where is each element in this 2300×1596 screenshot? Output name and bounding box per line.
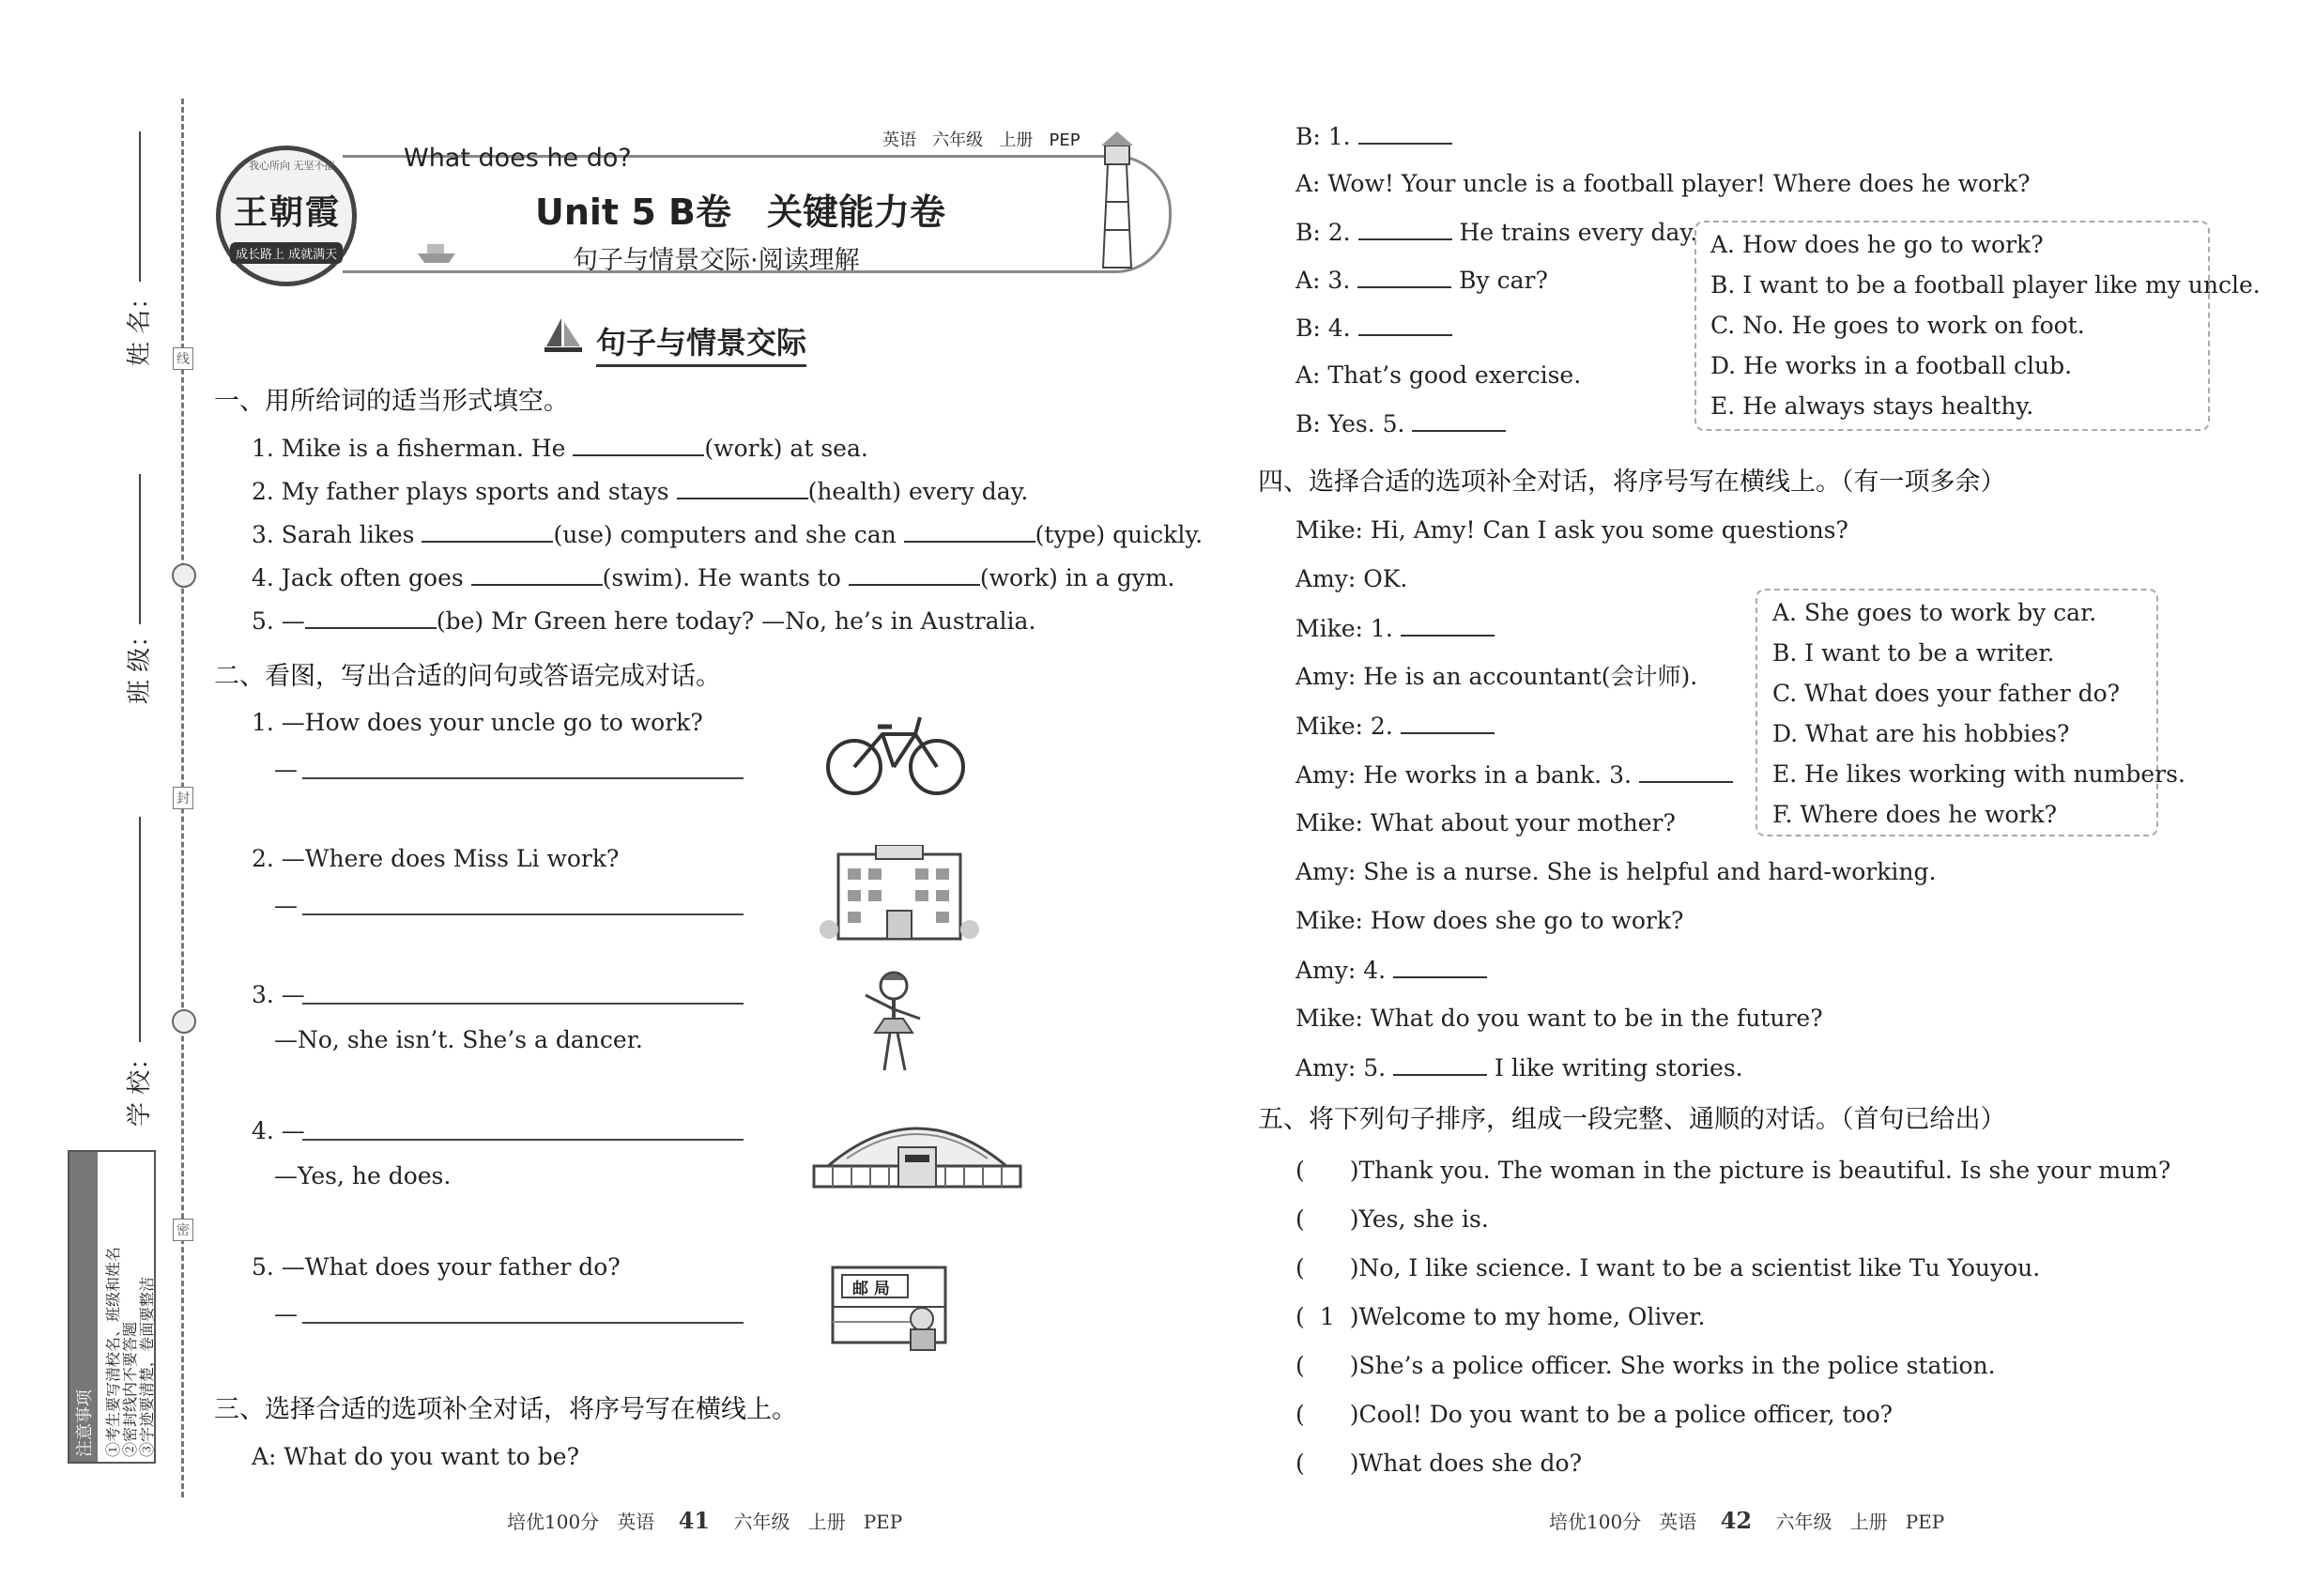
answer-blank[interactable] <box>677 477 808 499</box>
line-text: By car? <box>1451 267 1548 294</box>
sailboat-icon <box>543 316 584 354</box>
part1-item <box>252 563 1175 592</box>
meta <box>882 127 1081 151</box>
part2-answer: — <box>274 756 298 783</box>
answer-line[interactable] <box>302 913 744 915</box>
part2-answer: — <box>274 892 298 919</box>
footer-right <box>1549 1507 1944 1534</box>
footer-edition: PEP <box>863 1511 903 1533</box>
dancer-icon <box>856 967 931 1075</box>
line-text: Amy: He works in a bank. 3. <box>1296 761 1639 789</box>
meta-term: 上册 <box>999 130 1034 150</box>
note-item: ②密封线内不要答题 <box>121 1321 139 1457</box>
footer-edition: PEP <box>1905 1511 1945 1533</box>
line-text: B: 1. <box>1296 123 1358 150</box>
option: D. What are his hobbies? <box>1772 720 2070 747</box>
line-text: Mike: 2. <box>1296 713 1401 740</box>
part5-item: ( )No, I like science. I want to be a scientist like Tu Youyou. <box>1296 1254 2041 1281</box>
part4-line: Mike: What do you want to be in the future? <box>1296 1005 1823 1032</box>
part1-item <box>252 606 1035 636</box>
item-text: (health) every day. <box>807 478 1029 505</box>
office-building-icon <box>820 845 979 944</box>
answer-blank[interactable] <box>1393 956 1487 978</box>
stadium-icon <box>809 1100 1025 1199</box>
topic: 句子与情景交际·阅读理解 <box>573 246 860 275</box>
school-line <box>139 817 141 1042</box>
note-item: ①考生要写清校名、班级和姓名 <box>104 1246 122 1457</box>
part2-answer: — <box>274 1300 298 1327</box>
logo <box>216 146 357 286</box>
item-text: (work) in a gym. <box>979 564 1175 591</box>
lighthouse-icon <box>1075 127 1159 277</box>
cut-mark: 封 <box>173 787 193 809</box>
answer-blank[interactable] <box>1357 266 1451 288</box>
logo-motto: 我心所向 无坚不摧 <box>249 160 335 172</box>
item-text: 1. Mike is a fisherman. He <box>252 435 574 462</box>
part2-answer: —Yes, he does. <box>274 1162 452 1189</box>
part3-title: 三、选择合适的选项补全对话，将序号写在横线上。 <box>214 1395 797 1424</box>
part1-item <box>252 520 1203 549</box>
header-banner <box>202 127 1169 277</box>
order-slot: 1 <box>1319 1303 1335 1330</box>
answer-blank[interactable] <box>904 520 1035 543</box>
item-text: 4. Jack often goes <box>252 564 471 591</box>
option: B. I want to be a writer. <box>1772 639 2055 667</box>
part4-line: Mike: What about your mother? <box>1296 809 1676 836</box>
answer-blank[interactable] <box>1401 614 1495 637</box>
answer-blank[interactable] <box>1639 760 1733 783</box>
option: A. How does he go to work? <box>1710 231 2044 258</box>
logo-text: 王朝霞 <box>234 192 342 232</box>
item-text: 5. — <box>252 607 305 635</box>
part2-question: 3. — <box>252 981 305 1008</box>
answer-blank[interactable] <box>1358 218 1452 240</box>
answer-blank[interactable] <box>573 434 704 456</box>
part5-item: ( )What does she do? <box>1296 1450 1582 1477</box>
part4-line: Amy: OK. <box>1296 565 1408 592</box>
answer-line[interactable] <box>302 1139 744 1141</box>
part4-line <box>1296 956 1487 985</box>
part2-title: 二、看图，写出合适的问句或答语完成对话。 <box>214 662 721 691</box>
logo-banner: 成长路上 成就满天 <box>230 242 343 264</box>
option: E. He always stays healthy. <box>1710 392 2034 420</box>
notes-box <box>68 1150 156 1464</box>
name-label: 姓 名： <box>126 284 154 366</box>
meta-grade: 六年级 <box>932 130 984 150</box>
footer-subject: 英语 <box>617 1511 655 1533</box>
binding-hole-icon <box>172 563 196 588</box>
meta-edition: PEP <box>1049 130 1081 150</box>
answer-blank[interactable] <box>422 520 553 543</box>
option: E. He likes working with numbers. <box>1772 760 2185 788</box>
answer-line[interactable] <box>302 1322 744 1324</box>
name-line <box>139 131 141 282</box>
cut-mark: 密 <box>173 1219 193 1241</box>
item-text: (work) at sea. <box>704 435 868 462</box>
cut-mark: 线 <box>173 347 193 370</box>
footer-subject: 英语 <box>1659 1511 1697 1533</box>
part4-line <box>1296 712 1495 741</box>
section-heading: 句子与情景交际 <box>596 319 806 367</box>
bicycle-icon <box>826 706 967 800</box>
page-number: 42 <box>1720 1507 1753 1534</box>
line-text: B: 4. <box>1296 315 1358 342</box>
answer-blank[interactable] <box>1412 409 1506 432</box>
part3-line: A: Wow! Your uncle is a football player! Where does he work? <box>1296 170 2031 197</box>
notes-title: 注意事项 <box>75 1389 95 1457</box>
answer-blank[interactable] <box>305 606 437 629</box>
answer-blank[interactable] <box>1358 314 1452 336</box>
answer-blank[interactable] <box>471 563 603 586</box>
answer-blank[interactable] <box>1393 1053 1487 1076</box>
part1-item <box>252 434 868 463</box>
answer-blank[interactable] <box>1401 712 1495 734</box>
part5-title: 五、将下列句子排序，组成一段完整、通顺的对话。（首句已给出） <box>1258 1105 2006 1134</box>
part4-line <box>1296 1053 1743 1082</box>
option: C. No. He goes to work on foot. <box>1710 312 2085 339</box>
answer-line[interactable] <box>302 777 744 779</box>
note-item: ③字迹要清楚，卷面要整洁 <box>138 1276 156 1457</box>
option: B. I want to be a football player like my uncle. <box>1710 271 2261 299</box>
school-label: 学 校： <box>126 1045 154 1127</box>
line-text: I like writing stories. <box>1487 1054 1743 1082</box>
class-line <box>139 474 141 624</box>
line-text: Mike: 1. <box>1296 615 1401 642</box>
sentence: )Thank you. The woman in the picture is beautiful. Is she your mum? <box>1349 1157 2171 1184</box>
footer-book: 培优100分 <box>1549 1511 1642 1533</box>
class-label: 班 级： <box>126 622 154 704</box>
part1-item <box>252 477 1028 506</box>
item-text: (swim). He wants to <box>602 564 849 591</box>
page-title: Unit 5 B卷 关键能力卷 <box>535 192 945 233</box>
part2-question: 5. —What does your father do? <box>252 1253 621 1281</box>
line-text: He trains every day. <box>1451 219 1698 246</box>
footer-term: 上册 <box>807 1511 846 1533</box>
ship-icon <box>413 230 460 268</box>
item-text: (use) computers and she can <box>553 521 904 548</box>
footer-grade: 六年级 <box>1775 1511 1832 1533</box>
part2-answer: —No, she isn’t. She’s a dancer. <box>274 1026 643 1053</box>
part4-line <box>1296 760 1733 790</box>
part4-line: Mike: How does she go to work? <box>1296 907 1684 934</box>
option: F. Where does he work? <box>1772 801 2058 828</box>
line-text: Amy: 4. <box>1296 957 1394 984</box>
part2-question: 2. —Where does Miss Li work? <box>252 845 620 872</box>
part5-item: ( )Yes, she is. <box>1296 1205 1489 1233</box>
option: A. She goes to work by car. <box>1772 599 2097 626</box>
part4-line: Amy: He is an accountant(会计师). <box>1296 663 1698 690</box>
part2-question: 4. — <box>252 1117 305 1144</box>
post-office-icon <box>828 1249 959 1352</box>
part5-item: ( )Thank you. The woman in the picture is beautiful. Is she your mum? <box>1296 1157 2171 1184</box>
item-text: 2. My father plays sports and stays <box>252 478 677 505</box>
part5-item: ( 1 )Welcome to my home, Oliver. <box>1296 1303 1706 1330</box>
part3-line <box>1296 409 1506 438</box>
answer-line[interactable] <box>302 1003 744 1005</box>
sentence: )She’s a police officer. She works in the police station. <box>1349 1352 1996 1379</box>
post-office-sign: 邮 局 <box>852 1280 890 1298</box>
footer-term: 上册 <box>1849 1511 1888 1533</box>
part5-item: ( )She’s a police officer. She works in the police station. <box>1296 1352 1996 1379</box>
item-text: 3. Sarah likes <box>252 521 422 548</box>
part4-line: Mike: Hi, Amy! Can I ask you some questions? <box>1296 516 1848 544</box>
part4-line: Amy: She is a nurse. She is helpful and hard-working. <box>1296 858 1937 885</box>
binding-hole-icon <box>172 1009 196 1034</box>
part3-line <box>1296 266 1548 295</box>
answer-blank[interactable] <box>849 563 980 586</box>
sentence: )No, I like science. I want to be a scientist like Tu Youyou. <box>1349 1254 2041 1281</box>
answer-blank[interactable] <box>1358 122 1452 145</box>
sentence: )Cool! Do you want to be a police officer, too? <box>1349 1401 1894 1428</box>
part5-item: ( )Cool! Do you want to be a police officer, too? <box>1296 1401 1894 1428</box>
footer-left <box>507 1507 902 1534</box>
sentence: )What does she do? <box>1349 1450 1582 1477</box>
meta-subject: 英语 <box>882 130 916 150</box>
part2-question: 1. —How does your uncle go to work? <box>252 709 703 736</box>
sentence: )Yes, she is. <box>1349 1205 1489 1233</box>
page-number: 41 <box>678 1507 711 1534</box>
part4-title: 四、选择合适的选项补全对话，将序号写在横线上。（有一项多余） <box>1258 468 2006 497</box>
line-text: B: 2. <box>1296 219 1358 246</box>
part3-line <box>1296 218 1697 247</box>
option: D. He works in a football club. <box>1710 352 2073 379</box>
line-text: Amy: 5. <box>1296 1054 1394 1082</box>
footer-book: 培优100分 <box>507 1511 600 1533</box>
line-text: A: 3. <box>1296 267 1358 294</box>
sentence: )Welcome to my home, Oliver. <box>1349 1303 1706 1330</box>
part4-line <box>1296 614 1495 643</box>
part3-line <box>1296 122 1452 151</box>
part3-line <box>1296 314 1452 343</box>
item-text: (type) quickly. <box>1035 521 1204 548</box>
item-text: (be) Mr Green here today? —No, he’s in Australia. <box>436 607 1036 635</box>
part3-line: A: What do you want to be? <box>252 1443 579 1470</box>
part1-title: 一、用所给词的适当形式填空。 <box>214 387 569 416</box>
line-text: B: Yes. 5. <box>1296 410 1413 437</box>
part3-line: A: That’s good exercise. <box>1296 361 1582 389</box>
unit-subtitle: What does he do? <box>404 144 632 173</box>
option: C. What does your father do? <box>1772 680 2121 707</box>
footer-grade: 六年级 <box>733 1511 790 1533</box>
